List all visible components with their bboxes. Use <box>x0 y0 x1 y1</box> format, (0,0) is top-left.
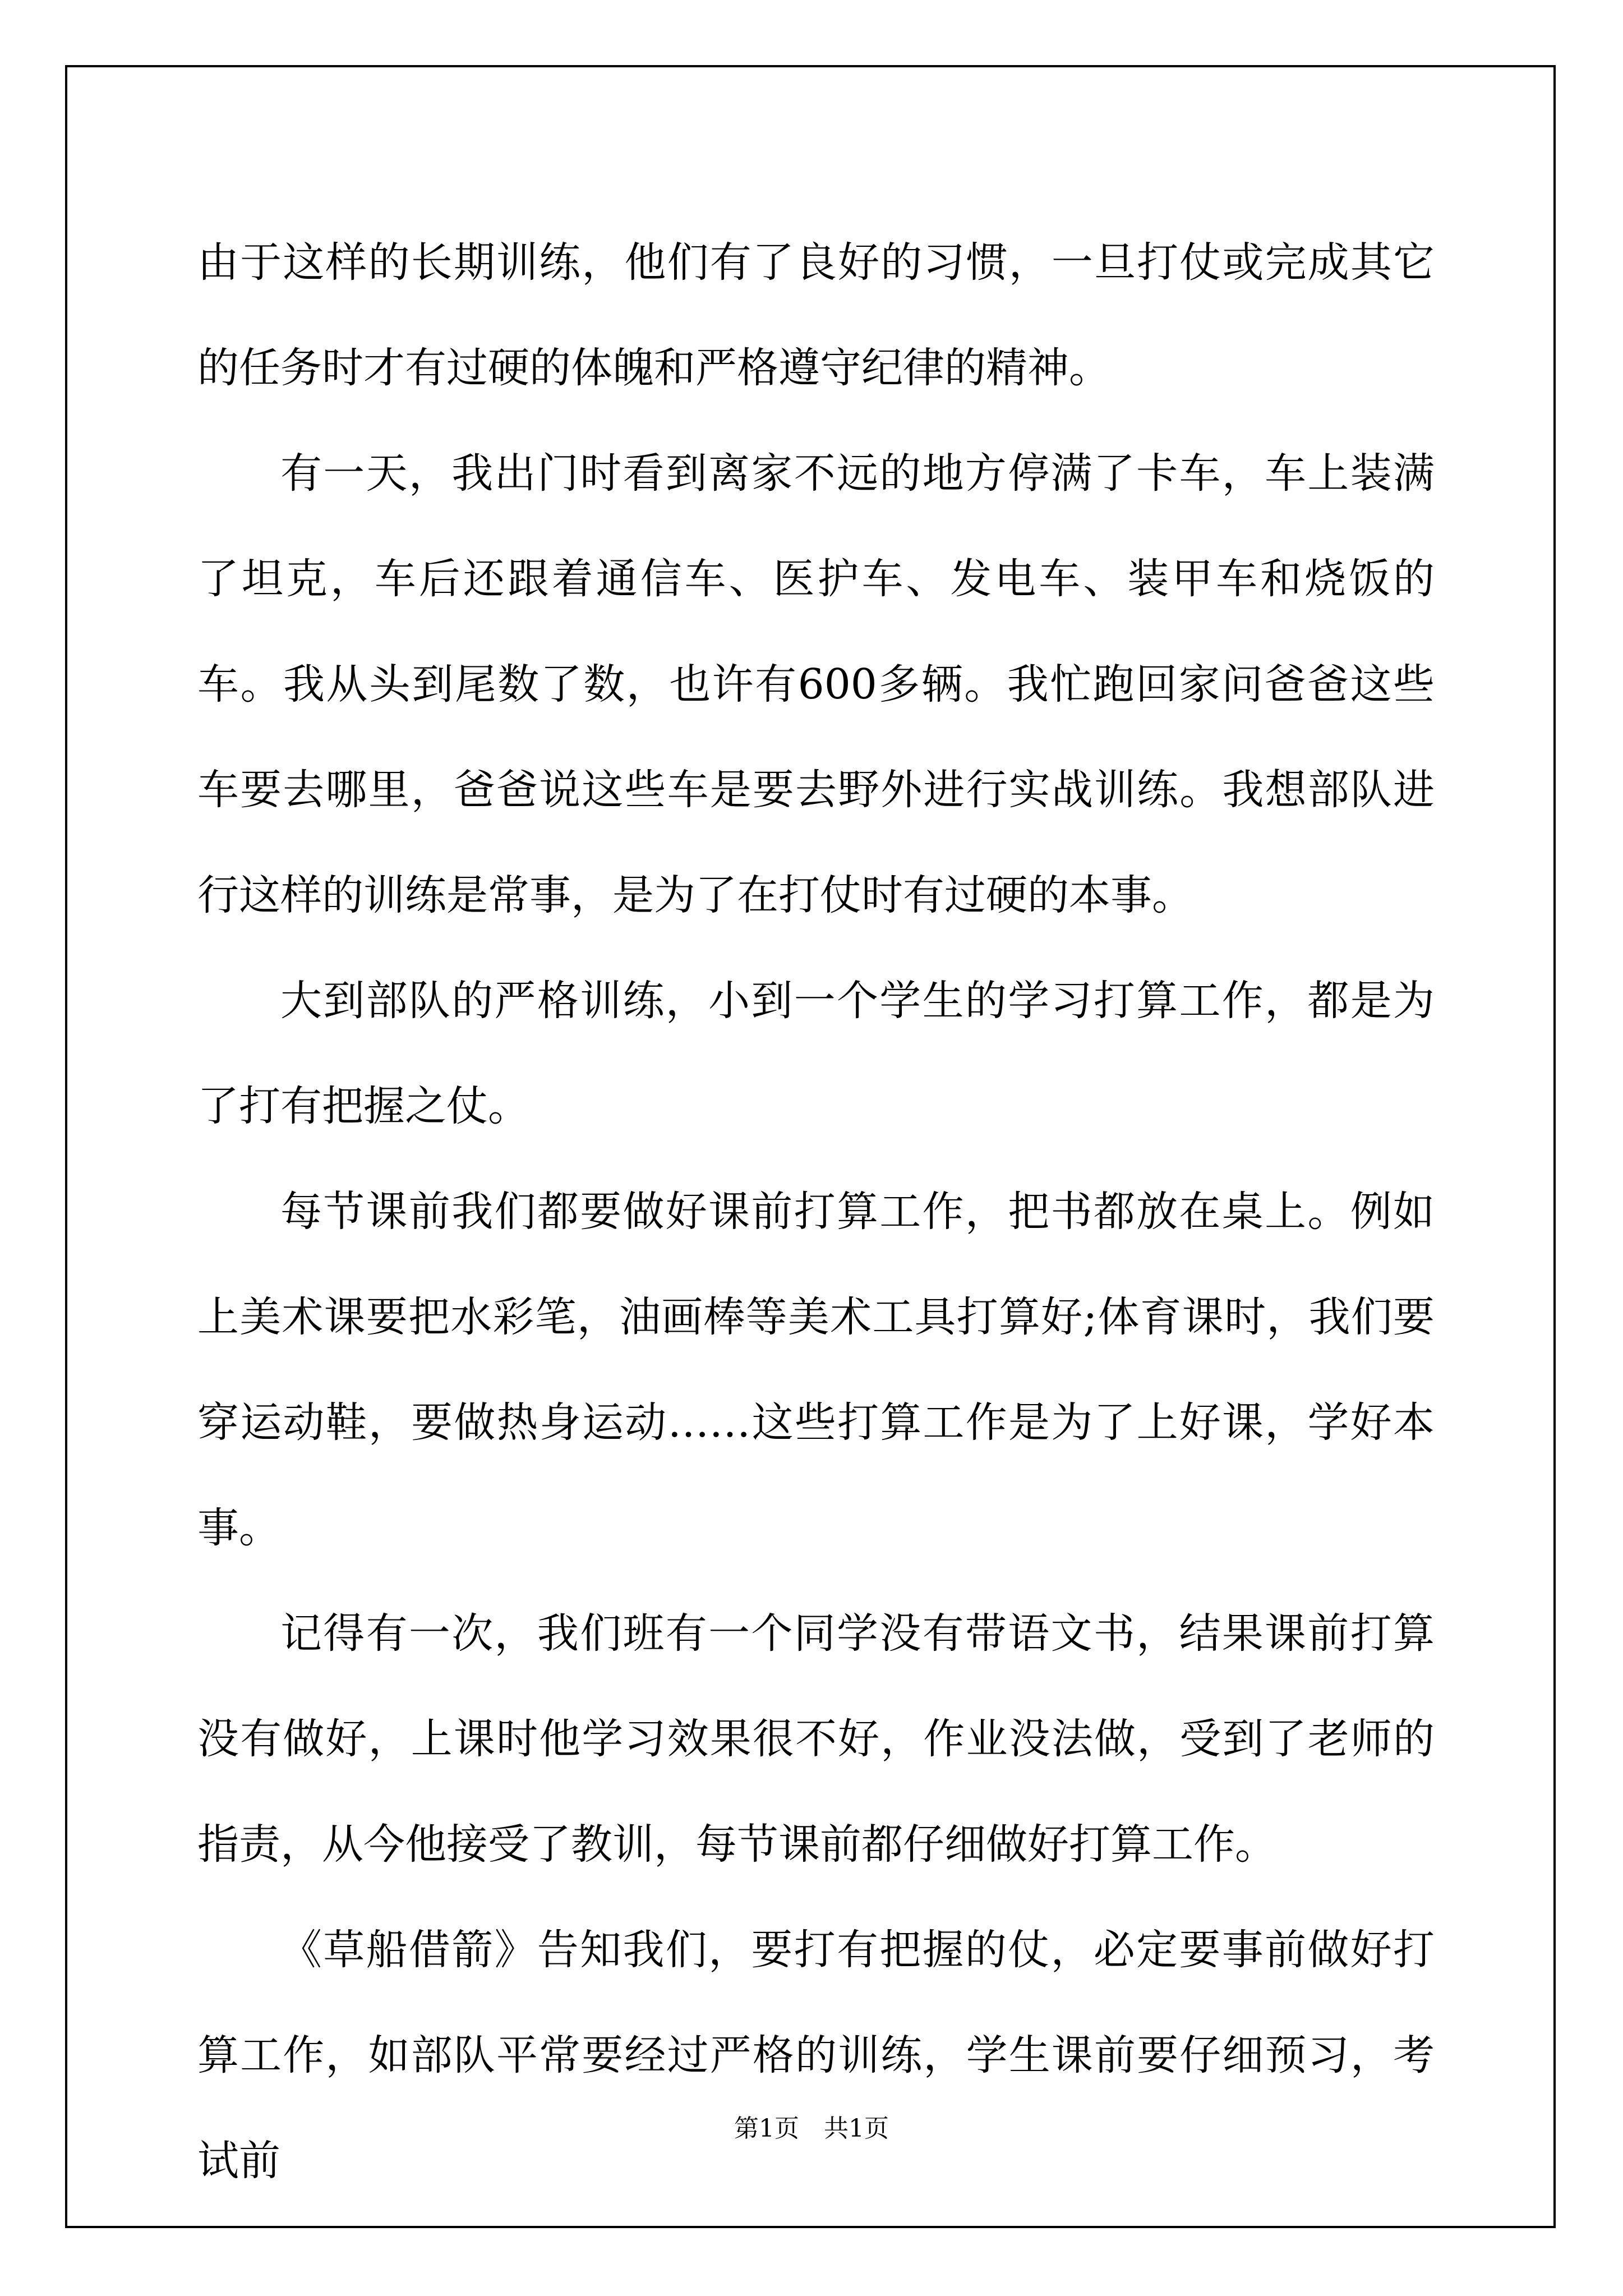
document-body <box>197 210 1435 2214</box>
paragraph-2: 有一天，我出门时看到离家不远的地方停满了卡车，车上装满了坦克，车后还跟着通信车、医护车、发电车、装甲车和烧饭的车。我从头到尾数了数，也许有600多辆。我忙跑回家问爸爸这些车要去哪里，爸爸说这些车是要去野外进行实战训练。我想部队进行这样的训练是常事，是为了在打仗时有过硬的本事。 <box>197 449 1435 919</box>
paragraph-1: 由于这样的长期训练，他们有了良好的习惯，一旦打仗或完成其它的任务时才有过硬的体魄和严格遵守纪律的精神。 <box>197 238 1435 392</box>
paragraph-5: 记得有一次，我们班有一个同学没有带语文书，结果课前打算没有做好，上课时他学习效果很不好，作业没法做，受到了老师的指责，从今他接受了教训，每节课前都仔细做好打算工作。 <box>197 1609 1435 1869</box>
paragraph-4: 每节课前我们都要做好课前打算工作，把书都放在桌上。例如上美术课要把水彩笔，油画棒等美术工具打算好;体育课时，我们要穿运动鞋，要做热身运动……这些打算工作是为了上好课，学好本事。 <box>197 1188 1435 1552</box>
paragraph-3: 大到部队的严格训练，小到一个学生的学习打算工作，都是为了打有把握之仗。 <box>197 977 1435 1130</box>
page-footer: 第1页 共1页 <box>734 2114 889 2143</box>
paragraph-6: 《草船借箭》告知我们，要打有把握的仗，必定要事前做好打算工作，如部队平常要经过严格的训练，学生课前要仔细预习，考试前 <box>197 1926 1435 2185</box>
